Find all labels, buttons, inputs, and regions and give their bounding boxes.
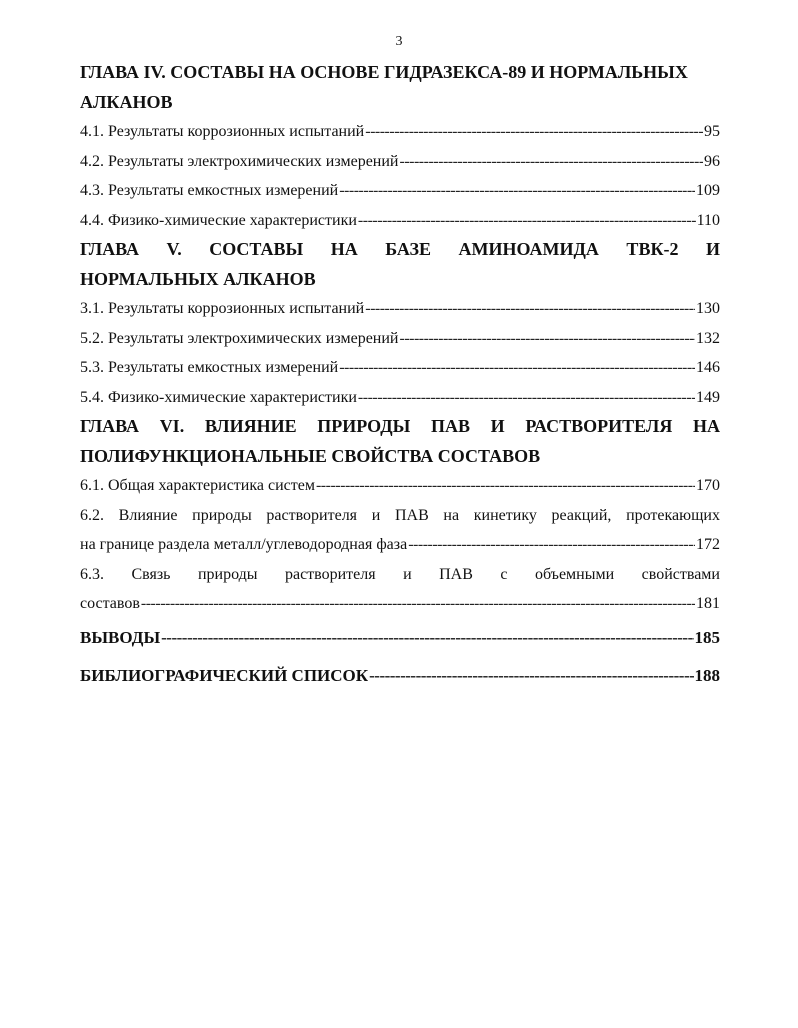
leader-dashes	[358, 206, 696, 236]
toc-entry-title: БИБЛИОГРАФИЧЕСКИЙ СПИСОК	[80, 665, 369, 685]
toc-entry-page: 188	[694, 665, 720, 685]
toc-entry-6-2-line1: 6.2. Влияние природы растворителя и ПАВ на кинетику реакций, протекающих	[80, 506, 720, 524]
toc-entry-page: 130	[696, 300, 720, 317]
toc-entry-5-3	[80, 353, 720, 383]
toc-entry-title: 4.4. Физико-химические характеристики	[80, 211, 357, 229]
leader-dashes	[408, 530, 695, 560]
toc-entry-title: 5.4. Физико-химические характеристики	[80, 388, 357, 406]
toc-entry-title: 5.3. Результаты емкостных измерений	[80, 359, 339, 376]
toc-entry-page: 132	[696, 329, 720, 347]
toc-entry-title: ВЫВОДЫ	[80, 627, 161, 647]
leader-dashes	[316, 471, 695, 501]
toc-entry-6-3-line1: 6.3. Связь природы растворителя и ПАВ с объемными свойствами	[80, 565, 720, 583]
toc-entry-5-4	[80, 383, 720, 413]
toc-entry-5-2	[80, 324, 720, 354]
leader-dashes	[365, 294, 695, 324]
leader-dashes	[399, 147, 703, 177]
toc-entry-title: 5.2. Результаты электрохимических измерений	[80, 329, 399, 347]
toc-entry-title: 6.1. Общая характеристика систем	[80, 477, 315, 494]
toc-entry-title: 4.3. Результаты емкостных измерений	[80, 182, 339, 199]
chapter-4-heading-line2: АЛКАНОВ	[80, 91, 173, 112]
toc-entry-5-1	[80, 294, 720, 324]
toc-entry-conclusions	[80, 619, 720, 657]
toc-entry-4-2	[80, 147, 720, 177]
toc-entry-page: 181	[696, 595, 720, 612]
toc-entry-page: 109	[696, 182, 720, 199]
leader-dashes	[161, 619, 693, 657]
toc-entry-page: 96	[704, 152, 720, 170]
toc-entry-title: 4.1. Результаты коррозионных испытаний	[80, 123, 365, 140]
leader-dashes	[339, 353, 695, 383]
leader-dashes	[369, 657, 693, 695]
chapter-4-heading-line1: ГЛАВА IV. СОСТАВЫ НА ОСНОВЕ ГИДРАЗЕКСА-89 И НОРМАЛЬНЫХ	[80, 62, 688, 82]
chapter-6-heading-line1: ГЛАВА VI. ВЛИЯНИЕ ПРИРОДЫ ПАВ И РАСТВОРИТЕЛЯ НА	[80, 416, 720, 436]
toc-entry-page: 172	[696, 536, 720, 553]
toc-entry-page: 95	[704, 123, 720, 140]
leader-dashes	[358, 383, 695, 413]
toc-entry-title: 4.2. Результаты электрохимических измерений	[80, 152, 399, 170]
toc-entry-4-4	[80, 206, 720, 236]
chapter-6-heading-line2: ПОЛИФУНКЦИОНАЛЬНЫЕ СВОЙСТВА СОСТАВОВ	[80, 445, 541, 466]
toc-entry-bibliography	[80, 657, 720, 695]
chapter-5-heading-line2: НОРМАЛЬНЫХ АЛКАНОВ	[80, 268, 316, 289]
toc-entry-page: 110	[696, 211, 720, 229]
toc-entry-6-1	[80, 471, 720, 501]
toc-entry-title: на границе раздела металл/углеводородная фаза	[80, 536, 408, 553]
leader-dashes	[365, 117, 703, 147]
toc-entry-title: составов	[80, 595, 140, 612]
toc-entry-title: 3.1. Результаты коррозионных испытаний	[80, 300, 365, 317]
chapter-5-heading-line1: ГЛАВА V. СОСТАВЫ НА БАЗЕ АМИНОАМИДА ТВК-2 И	[80, 239, 720, 259]
leader-dashes	[141, 589, 695, 619]
toc-entry-page: 146	[696, 359, 720, 376]
toc-entry-4-1	[80, 117, 720, 147]
toc-entry-page: 185	[694, 627, 720, 647]
page-number: 3	[395, 34, 403, 49]
toc-entry-6-3	[80, 589, 720, 619]
toc-entry-page: 170	[696, 477, 720, 494]
table-of-contents	[80, 58, 720, 695]
toc-entry-page: 149	[696, 388, 720, 406]
toc-entry-4-3	[80, 176, 720, 206]
toc-entry-6-2	[80, 530, 720, 560]
leader-dashes	[339, 176, 695, 206]
leader-dashes	[399, 324, 695, 354]
